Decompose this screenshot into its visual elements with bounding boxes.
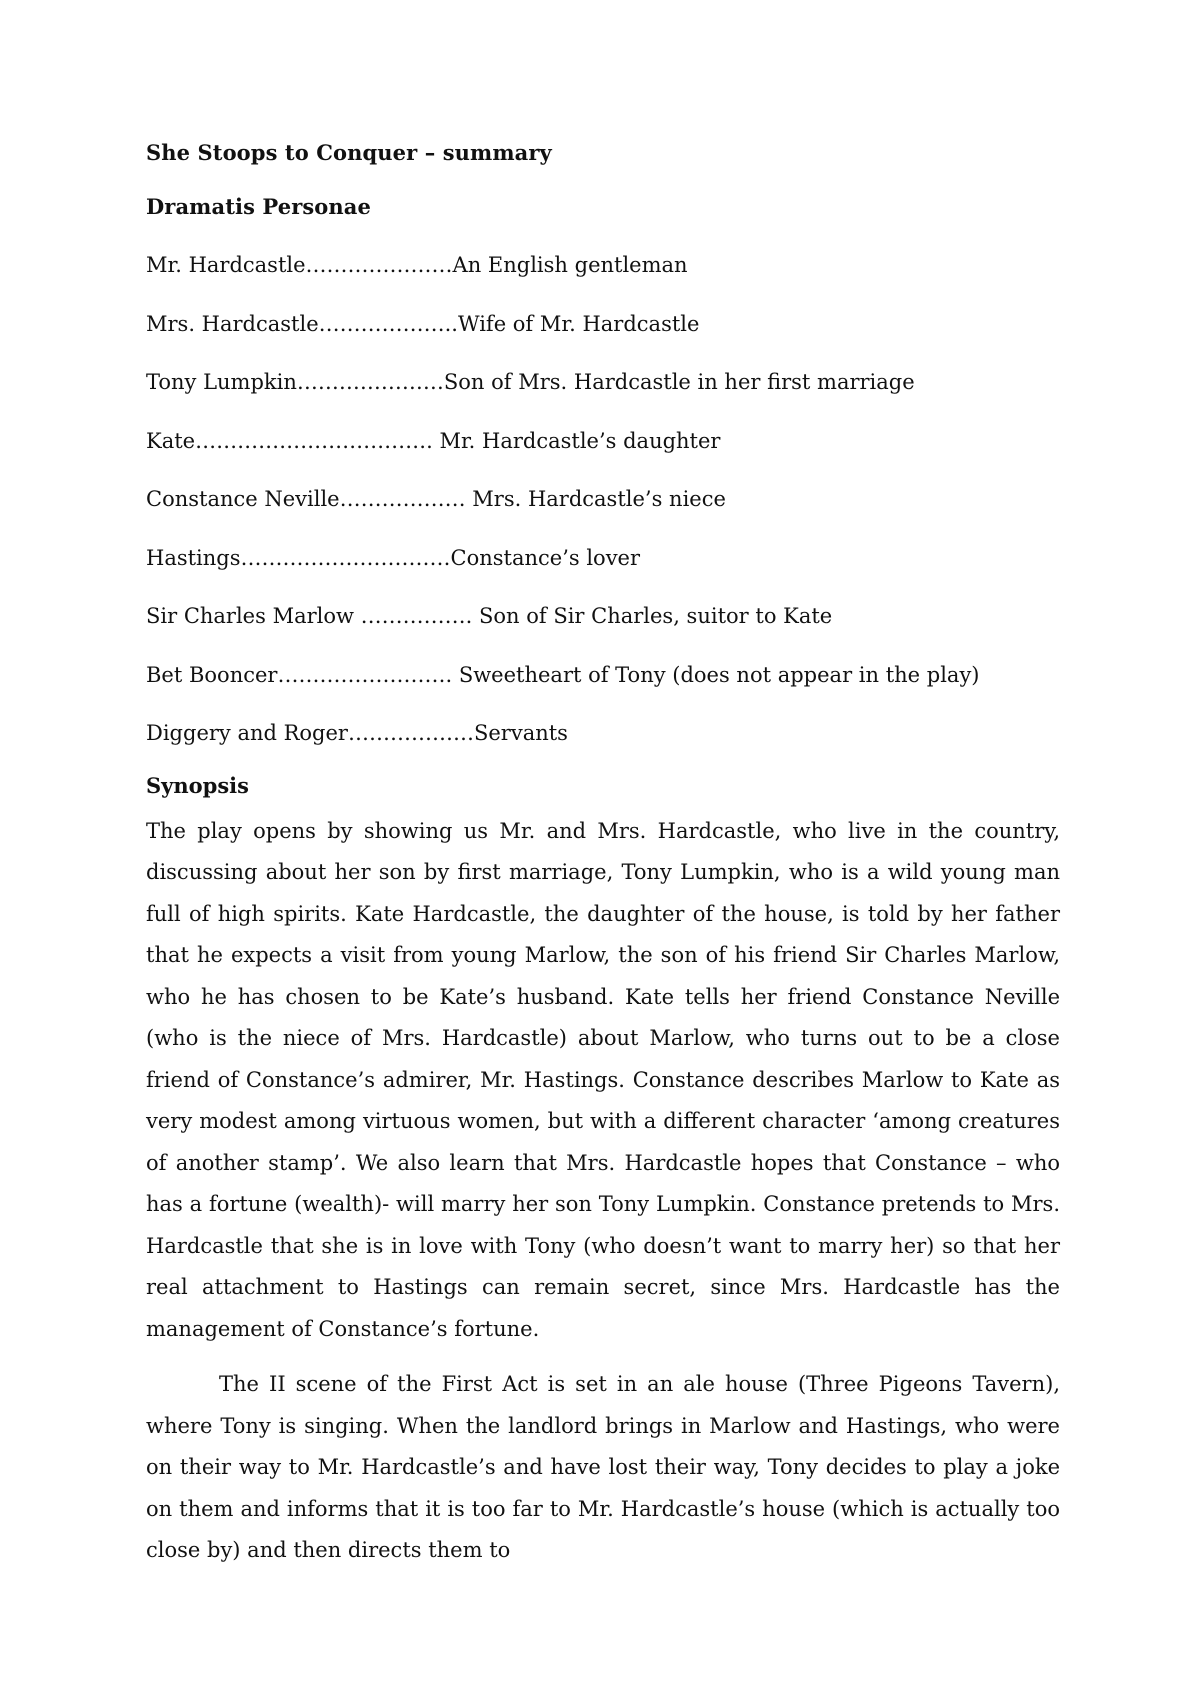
cast-role: Sir Charles Marlow [146,604,361,628]
cast-entry [146,250,1060,280]
cast-entry [146,601,1060,631]
dramatis-personae-heading: Dramatis Personae [146,194,371,219]
cast-description: Constance’s lover [450,545,641,570]
cast-leader-dots: ……………. [360,604,479,628]
cast-leader-dots: ……………………. [277,662,459,687]
cast-leader-dots: ……………………………. [195,428,440,453]
cast-entry [146,309,1060,339]
cast-leader-dots: ……………….. [318,311,458,336]
synopsis-paragraph: The II scene of the First Act is set in an ale house (Three Pigeons Tavern), where Tony is singing. When the landlord brings in Marlow and Hastings, who were on their way to Mr. Hardcastle’s and have lost their way, Tony decides to play a joke on them and informs that it is too far to Mr. Hardcastle’s house (which is actually too close by) and then directs them to [146,1372,1060,1562]
cast-entry [146,660,1060,690]
cast-entry [146,484,1060,514]
document-title: She Stoops to Conquer – summary [146,140,552,165]
cast-description: Sweetheart of Tony (does not appear in the play) [458,662,980,687]
cast-list [146,250,1060,748]
cast-leader-dots: ………………………… [240,545,451,570]
cast-role: Mr. Hardcastle [146,253,306,277]
cast-leader-dots: ……………… [339,487,473,511]
document-body [146,138,1060,1572]
cast-entry [146,718,1060,748]
cast-description: Wife of Mr. Hardcastle [457,311,700,336]
synopsis-heading: Synopsis [146,772,249,798]
cast-description: An English gentleman [452,253,688,277]
cast-role: Mrs. Hardcastle [146,311,319,336]
cast-description: Servants [473,721,568,745]
cast-role: Constance Neville [146,487,340,511]
cast-entry [146,426,1060,456]
cast-role: Kate [146,428,196,453]
cast-role: Hastings [146,545,241,570]
cast-description: Mr. Hardcastle’s daughter [439,428,721,453]
synopsis-paragraph: The play opens by showing us Mr. and Mrs. Hardcastle, who live in the country, discussing about her son by first marriage, Tony Lumpkin, who is a wild young man full of high spirits. Kate Hardcastle, the daughter of the house, is told by her father that he expects a visit from young Marlow, the son of his friend Sir Charles Marlow, who he has chosen to be Kate’s husband. Kate tells her friend Constance Neville (who is the niece of Mrs. Hardcastle) about Marlow, who turns out to be a close friend of Constance’s admirer, Mr. Hastings. Constance describes Marlow to Kate as very modest among virtuous women, but with a different character ‘among creatures of another stamp’. We also learn that Mrs. Hardcastle hopes that Constance – who has a fortune (wealth)- will marry her son Tony Lumpkin. Constance pretends to Mrs. Hardcastle that she is in love with Tony (who doesn’t want to marry her) so that her real attachment to Hastings can remain secret, since Mrs. Hardcastle has the management of Constance’s fortune. [146,818,1060,1341]
cast-entry [146,543,1060,573]
cast-entry [146,367,1060,397]
cast-description: Son of Mrs. Hardcastle in her first marriage [443,370,915,394]
cast-leader-dots: ………………… [296,370,444,394]
cast-role: Bet Booncer [146,662,278,687]
cast-leader-dots: ………………… [305,253,453,277]
cast-role: Tony Lumpkin [146,370,297,394]
cast-role: Diggery and Roger [146,721,348,745]
cast-description: Son of Sir Charles, suitor to Kate [479,604,833,628]
cast-leader-dots: ……………… [347,721,474,745]
cast-description: Mrs. Hardcastle’s niece [472,487,726,511]
